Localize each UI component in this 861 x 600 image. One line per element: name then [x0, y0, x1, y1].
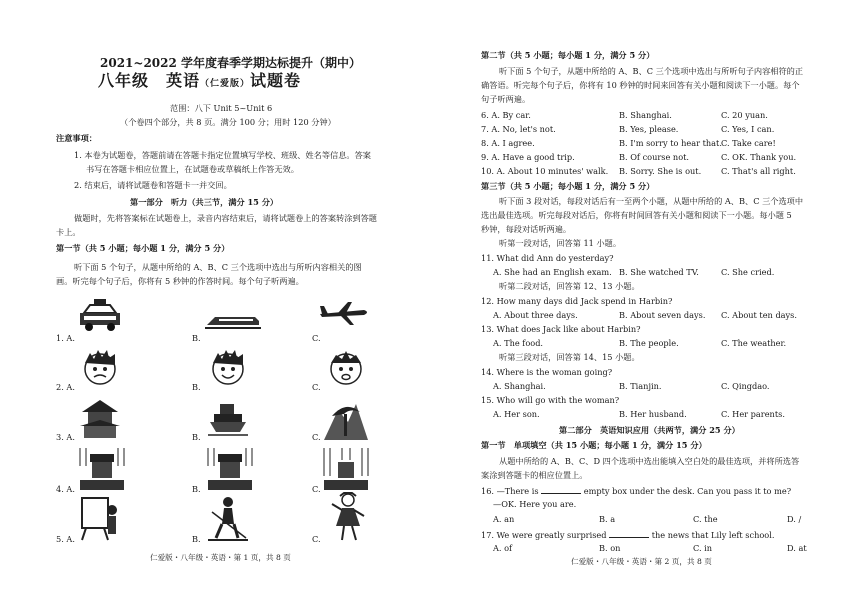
- part2-intro-b: 案涂到答题卡的相应位置上。: [481, 470, 588, 480]
- q4-option-c: C.: [312, 484, 321, 494]
- q17-option-c: C. in: [693, 543, 713, 553]
- q1-label: 1. A.: [56, 333, 75, 343]
- q17-blank: [609, 529, 649, 538]
- section3-title: 第三节（共 5 小题；每小题 1 分，满分 5 分）: [481, 181, 655, 191]
- rain-scene-image: [322, 446, 370, 492]
- q10-option-c: C. That's all right.: [721, 166, 796, 176]
- ship-image: [208, 402, 248, 438]
- exam-subtitle: [98, 71, 302, 90]
- dancing-girl-image: [330, 492, 366, 542]
- q5-option-b: B.: [192, 534, 201, 544]
- q5-label: 5. A.: [56, 534, 75, 544]
- mountain-tree-image: [324, 396, 368, 440]
- q2-option-b: B.: [192, 382, 201, 392]
- page1-footer: 仁爱版・八年级・英语・第 1 页，共 8 页: [150, 553, 291, 562]
- q11-text: 11. What did Ann do yesterday?: [481, 253, 614, 263]
- q9-option-b: B. Of course not.: [619, 152, 690, 162]
- exam-range: 范围：八下 Unit 5~Unit 6: [170, 103, 273, 113]
- section2-title: 第二节（共 5 小题；每小题 1 分，满分 5 分）: [481, 50, 655, 60]
- q5-option-c: C.: [312, 534, 321, 544]
- skier-image: [206, 494, 250, 542]
- notice-2: 2. 结束后，请将试题卷和答题卡一并交回。: [74, 180, 232, 190]
- q13-option-a: A. The food.: [493, 338, 544, 348]
- q13-text: 13. What does Jack like about Harbin?: [481, 324, 641, 334]
- q17-option-a: A. of: [493, 543, 513, 553]
- taxi-image: [78, 297, 122, 333]
- page2-footer: 仁爱版・八年级・英语・第 2 页，共 8 页: [571, 557, 712, 566]
- part1-intro-a: 做题时，先将答案标在试题卷上，录音内容结束后，请将试题卷上的答案转涂到答题: [74, 213, 377, 223]
- painting-image: [78, 494, 120, 542]
- q6-option-a: 6. A. By car.: [481, 110, 531, 120]
- q14-text: 14. Where is the woman going?: [481, 367, 613, 377]
- q16-blank: [541, 485, 581, 494]
- q17-stem-start: 17. We were greatly surprised: [481, 530, 607, 540]
- exam-page-2: [431, 0, 861, 600]
- section2-intro-b: 确答语。听完每个句子后，你将有 10 秒钟的时间来回答有关小题和阅读下一小题。每个: [481, 80, 800, 90]
- q6-option-b: B. Shanghai.: [619, 110, 672, 120]
- q15-option-b: B. Her husband.: [619, 409, 687, 419]
- q10-option-b: B. Sorry. She is out.: [619, 166, 702, 176]
- q9-option-c: C. OK. Thank you.: [721, 152, 797, 162]
- boy-face-image: [324, 345, 368, 391]
- temple-image: [78, 398, 122, 440]
- q14-option-a: A. Shanghai.: [493, 381, 546, 391]
- q11-option-c: C. She cried.: [721, 267, 775, 277]
- notice-1a: 1. 本卷为试题卷，答题前请在答题卡指定位置填写学校、班级、姓名等信息。答案: [74, 150, 371, 160]
- part1-intro-b: 卡上。: [56, 227, 81, 237]
- q2-option-c: C.: [312, 382, 321, 392]
- q17-option-b: B. on: [599, 543, 621, 553]
- exam-title: 2021~2022 学年度春季学期达标提升（期中）: [100, 56, 362, 70]
- q16-stem-end: empty box under the desk. Can you pass it to me?: [583, 486, 792, 496]
- q16-option-d: D. /: [787, 514, 802, 524]
- section1-intro-a: 听下面 5 个句子，从题中所给的 A、B、C 三个选项中选出与所听内容相关的图: [74, 262, 362, 272]
- q3-label: 3. A.: [56, 432, 75, 442]
- q11-option-a: A. She had an English exam.: [493, 267, 612, 277]
- q17-text: [481, 529, 774, 540]
- q7-option-b: B. Yes, please.: [619, 124, 679, 134]
- section3-intro-a: 听下面 3 段对话，每段对话后有一至两个小题，从题中所给的 A、B、C 三个选项中: [499, 196, 804, 206]
- train-image: [205, 311, 261, 331]
- q17-option-d: D. at: [787, 543, 807, 553]
- q15-text: 15. Who will go with the woman?: [481, 395, 620, 405]
- section3-intro-c: 秒钟，每段对话听两遍。: [481, 224, 572, 234]
- part2-title: 第二部分 英语知识应用（共两节，满分 25 分）: [559, 425, 740, 435]
- section2-intro-a: 听下面 5 个句子，从题中所给的 A、B、C 三个选项中选出与所听句子内容相符的正: [499, 66, 804, 76]
- q9-option-a: 9. A. Have a good trip.: [481, 152, 575, 162]
- q15-option-a: A. Her son.: [493, 409, 540, 419]
- q12-option-c: C. About ten days.: [721, 310, 797, 320]
- q16-option-b: B. a: [599, 514, 616, 524]
- boy-face-image: [78, 345, 122, 391]
- q7-option-c: C. Yes, I can.: [721, 124, 775, 134]
- q2-label: 2. A.: [56, 382, 75, 392]
- q6-option-c: C. 20 yuan.: [721, 110, 768, 120]
- q16-reply: —OK. Here you are.: [493, 499, 577, 509]
- dialog3-instruction: 听第三段对话，回答第 14、15 小题。: [499, 352, 640, 362]
- part2-intro-a: 从题中所给的 A、B、C、D 四个选项中选出能填入空白处的最佳选项，并将所选答: [499, 456, 800, 466]
- q8-option-c: C. Take care!: [721, 138, 776, 148]
- rain-scene-image: [78, 446, 126, 492]
- notice-1b: 书写在答题卡相应位置上，在试题卷或草稿纸上作答无效。: [86, 164, 299, 174]
- edition: （仁爱版）: [200, 79, 251, 89]
- q8-option-b: B. I'm sorry to hear that.: [619, 138, 722, 148]
- q4-option-b: B.: [192, 484, 201, 494]
- q14-option-c: C. Qingdao.: [721, 381, 770, 391]
- q12-option-b: B. About seven days.: [619, 310, 706, 320]
- q10-option-a: 10. A. About 10 minutes' walk.: [481, 166, 609, 176]
- q13-option-b: B. The people.: [619, 338, 679, 348]
- section2-intro-c: 句子听两遍。: [481, 94, 531, 104]
- q13-option-c: C. The weather.: [721, 338, 787, 348]
- q8-option-a: 8. A. I agree.: [481, 138, 535, 148]
- grade-subject: 八年级 英语: [98, 71, 201, 90]
- notice-title: 注意事项：: [56, 133, 97, 143]
- q12-text: 12. How many days did Jack spend in Harbin?: [481, 296, 673, 306]
- q14-option-b: B. Tianjin.: [619, 381, 662, 391]
- q1-option-c: C.: [312, 333, 321, 343]
- part1-title: 第一部分 听力（共三节，满分 15 分）: [130, 197, 279, 207]
- exam-meta: （个卷四个部分，共 8 页。满分 100 分；用时 120 分钟）: [120, 117, 336, 127]
- q15-option-c: C. Her parents.: [721, 409, 785, 419]
- dialog1-instruction: 听第一段对话，回答第 11 小题。: [499, 238, 622, 248]
- q4-label: 4. A.: [56, 484, 75, 494]
- section1-intro-b: 画。听完每个句子后，你将有 5 秒钟的作答时间。每个句子听两遍。: [56, 276, 304, 286]
- q17-stem-end: the news that Lily left school.: [651, 530, 775, 540]
- dialog2-instruction: 听第二段对话，回答第 12、13 小题。: [499, 281, 640, 291]
- q16-option-c: C. the: [693, 514, 718, 524]
- q3-option-b: B.: [192, 432, 201, 442]
- q11-option-b: B. She watched TV.: [619, 267, 699, 277]
- airplane-image: [318, 300, 370, 326]
- rain-scene-image: [206, 446, 254, 492]
- paper-type: 试题卷: [250, 71, 302, 90]
- q1-option-b: B.: [192, 333, 201, 343]
- q16-option-a: A. an: [493, 514, 515, 524]
- q16-stem-start: 16. —There is: [481, 486, 539, 496]
- section1-title: 第一节（共 5 小题；每小题 1 分，满分 5 分）: [56, 243, 230, 253]
- q16-text: [481, 485, 791, 496]
- part2-section1-title: 第一节 单项填空（共 15 小题；每小题 1 分，满分 15 分）: [481, 440, 707, 450]
- section3-intro-b: 选出最佳选项。听完每段对话后，你将有时间回答有关小题和阅读下一小题。每小题 5: [481, 210, 792, 220]
- boy-face-image: [206, 345, 250, 391]
- exam-page-1: [0, 0, 430, 600]
- q12-option-a: A. About three days.: [493, 310, 578, 320]
- q7-option-a: 7. A. No, let's not.: [481, 124, 556, 134]
- q3-option-c: C.: [312, 432, 321, 442]
